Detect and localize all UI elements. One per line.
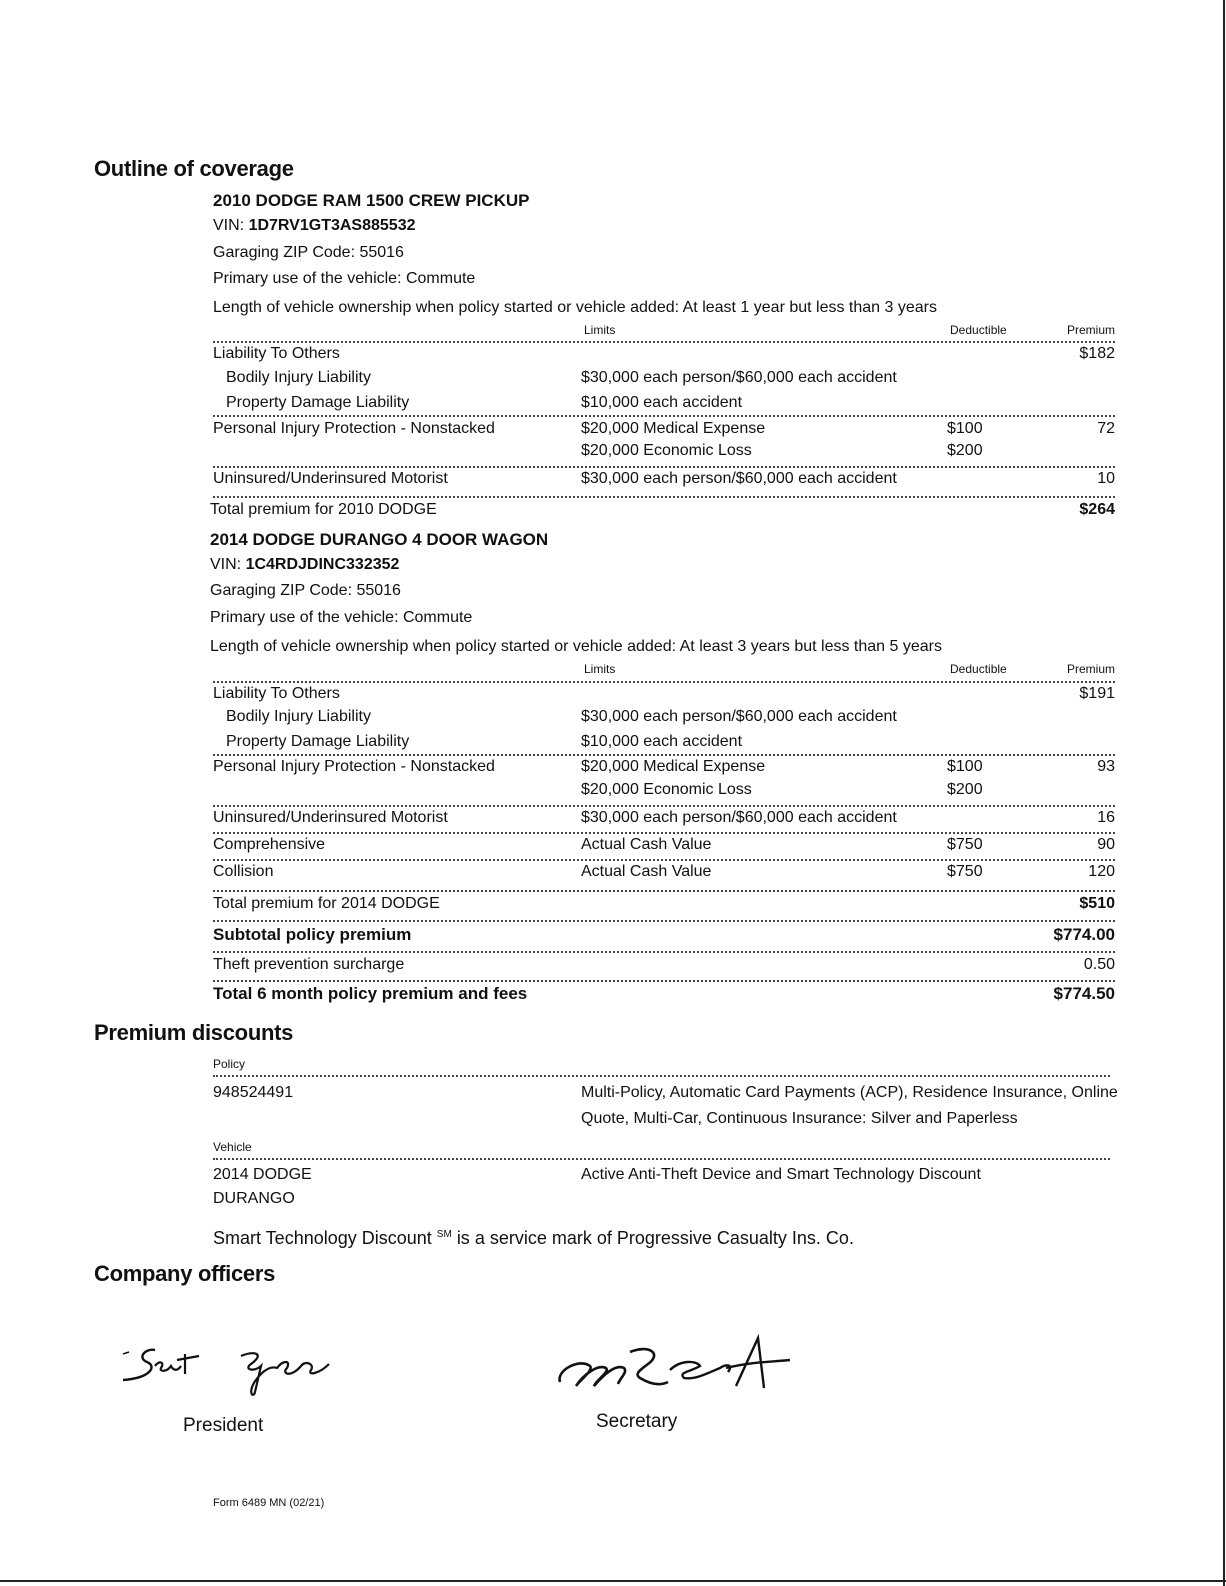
subtotal-label: Subtotal policy premium	[213, 925, 412, 944]
divider	[213, 980, 1115, 982]
property-label: Property Damage Liability	[226, 394, 410, 411]
divider	[213, 832, 1115, 834]
vin-value: 1D7RV1GT3AS885532	[248, 217, 416, 234]
comprehensive-deductible: $750	[947, 836, 983, 853]
liability-premium: $191	[1079, 685, 1115, 702]
divider	[213, 1158, 1110, 1160]
pip-limit-economic: $20,000 Economic Loss	[581, 781, 752, 798]
divider	[213, 920, 1115, 922]
col-premium: Premium	[1066, 323, 1115, 337]
theft-surcharge-value: 0.50	[1083, 956, 1115, 973]
collision-deductible: $750	[947, 863, 983, 880]
divider	[213, 341, 1115, 343]
vin-label: VIN:	[213, 217, 249, 234]
pip-deductible-economic: $200	[947, 442, 983, 459]
col-deductible: Deductible	[950, 323, 1007, 337]
col-deductible: Deductible	[950, 662, 1007, 676]
col-limits: Limits	[584, 323, 616, 337]
pip-deductible-medical: $100	[947, 420, 983, 437]
policy-number: 948524491	[213, 1084, 294, 1101]
property-limit: $10,000 each accident	[581, 733, 743, 750]
uim-limit: $30,000 each person/$60,000 each accident	[581, 470, 897, 487]
vehicle-label: Vehicle	[213, 1140, 252, 1154]
vehicle-title: 2014 DODGE DURANGO 4 DOOR WAGON	[210, 530, 549, 549]
ownership-length: Length of vehicle ownership when policy started or vehicle added: At least 3 years but less than 5 years	[210, 638, 942, 655]
divider	[213, 415, 1115, 417]
service-mark-note	[213, 1228, 854, 1249]
bodily-limit: $30,000 each person/$60,000 each accident	[581, 708, 897, 725]
president-title: President	[183, 1415, 264, 1436]
service-mark-symbol: SM	[436, 1229, 452, 1240]
divider	[213, 681, 1115, 683]
officers-heading: Company officers	[94, 1261, 276, 1286]
grand-total-value: $774.50	[1053, 984, 1115, 1003]
divider	[213, 951, 1115, 953]
service-mark-text-b: is a service mark of Progressive Casualty Ins. Co.	[456, 1228, 854, 1248]
vehicle-total-label: Total premium for 2010 DODGE	[210, 501, 437, 518]
divider	[213, 1075, 1110, 1077]
comprehensive-limit: Actual Cash Value	[581, 836, 712, 853]
pip-limit-economic: $20,000 Economic Loss	[581, 442, 752, 459]
liability-label: Liability To Others	[213, 345, 340, 362]
vehicle-total: $510	[1079, 895, 1115, 912]
grand-total-label: Total 6 month policy premium and fees	[213, 984, 528, 1003]
liability-premium: $182	[1079, 345, 1115, 362]
ownership-length: Length of vehicle ownership when policy started or vehicle added: At least 1 year but less than 3 years	[213, 299, 937, 316]
divider	[213, 496, 1115, 498]
uim-label: Uninsured/Underinsured Motorist	[213, 809, 448, 826]
policy-discounts-line2: Quote, Multi-Car, Continuous Insurance: Silver and Paperless	[581, 1110, 1018, 1127]
liability-label: Liability To Others	[213, 685, 340, 702]
vin-label: VIN:	[210, 556, 246, 573]
divider	[213, 754, 1115, 756]
primary-use: Primary use of the vehicle: Commute	[213, 270, 476, 287]
collision-label: Collision	[213, 863, 274, 880]
vin-line	[213, 217, 415, 235]
subtotal-value: $774.00	[1053, 925, 1115, 944]
pip-deductible-economic: $200	[947, 781, 983, 798]
discount-vehicle-line1: 2014 DODGE	[213, 1166, 312, 1183]
property-label: Property Damage Liability	[226, 733, 410, 750]
pip-label: Personal Injury Protection - Nonstacked	[213, 758, 495, 775]
pip-deductible-medical: $100	[947, 758, 983, 775]
collision-limit: Actual Cash Value	[581, 863, 712, 880]
divider	[213, 466, 1115, 468]
discounts-heading: Premium discounts	[94, 1020, 294, 1045]
secretary-title: Secretary	[596, 1411, 678, 1432]
uim-label: Uninsured/Underinsured Motorist	[213, 470, 448, 487]
col-premium: Premium	[1066, 662, 1115, 676]
divider	[213, 805, 1115, 807]
col-limits: Limits	[584, 662, 616, 676]
garaging-zip: Garaging ZIP Code: 55016	[210, 582, 401, 599]
divider	[213, 890, 1115, 892]
uim-premium: 16	[1097, 809, 1115, 826]
bodily-label: Bodily Injury Liability	[226, 369, 371, 386]
uim-premium: 10	[1097, 470, 1115, 487]
vehicle-total-label: Total premium for 2014 DODGE	[213, 895, 440, 912]
discount-vehicle-line2: DURANGO	[213, 1190, 295, 1207]
divider	[213, 859, 1115, 861]
vin-value: 1C4RDJDINC332352	[245, 556, 400, 573]
collision-premium: 120	[1088, 863, 1115, 880]
policy-label: Policy	[213, 1057, 246, 1071]
property-limit: $10,000 each accident	[581, 394, 743, 411]
vin-line	[210, 556, 399, 574]
secretary-signature	[550, 1330, 800, 1400]
outline-heading: Outline of coverage	[94, 156, 294, 181]
pip-premium: 72	[1097, 420, 1115, 437]
garaging-zip: Garaging ZIP Code: 55016	[213, 244, 404, 261]
uim-limit: $30,000 each person/$60,000 each accident	[581, 809, 897, 826]
pip-limit-medical: $20,000 Medical Expense	[581, 420, 766, 437]
pip-limit-medical: $20,000 Medical Expense	[581, 758, 766, 775]
policy-discounts-line1: Multi-Policy, Automatic Card Payments (ACP), Residence Insurance, Online	[581, 1084, 1118, 1101]
page-border-right	[1223, 0, 1225, 1586]
bodily-limit: $30,000 each person/$60,000 each accident	[581, 369, 897, 386]
vehicle-total: $264	[1079, 501, 1115, 518]
bodily-label: Bodily Injury Liability	[226, 708, 371, 725]
pip-label: Personal Injury Protection - Nonstacked	[213, 420, 495, 437]
theft-surcharge-label: Theft prevention surcharge	[213, 956, 405, 973]
primary-use: Primary use of the vehicle: Commute	[210, 609, 473, 626]
comprehensive-label: Comprehensive	[213, 836, 326, 853]
form-number: Form 6489 MN (02/21)	[213, 1497, 325, 1509]
pip-premium: 93	[1097, 758, 1115, 775]
service-mark-text-a: Smart Technology Discount	[213, 1228, 432, 1248]
page-border-bottom	[0, 1580, 1226, 1582]
president-signature	[115, 1330, 345, 1400]
vehicle-title: 2010 DODGE RAM 1500 CREW PICKUP	[213, 191, 530, 210]
vehicle-discounts: Active Anti-Theft Device and Smart Technology Discount	[581, 1166, 981, 1183]
comprehensive-premium: 90	[1097, 836, 1115, 853]
